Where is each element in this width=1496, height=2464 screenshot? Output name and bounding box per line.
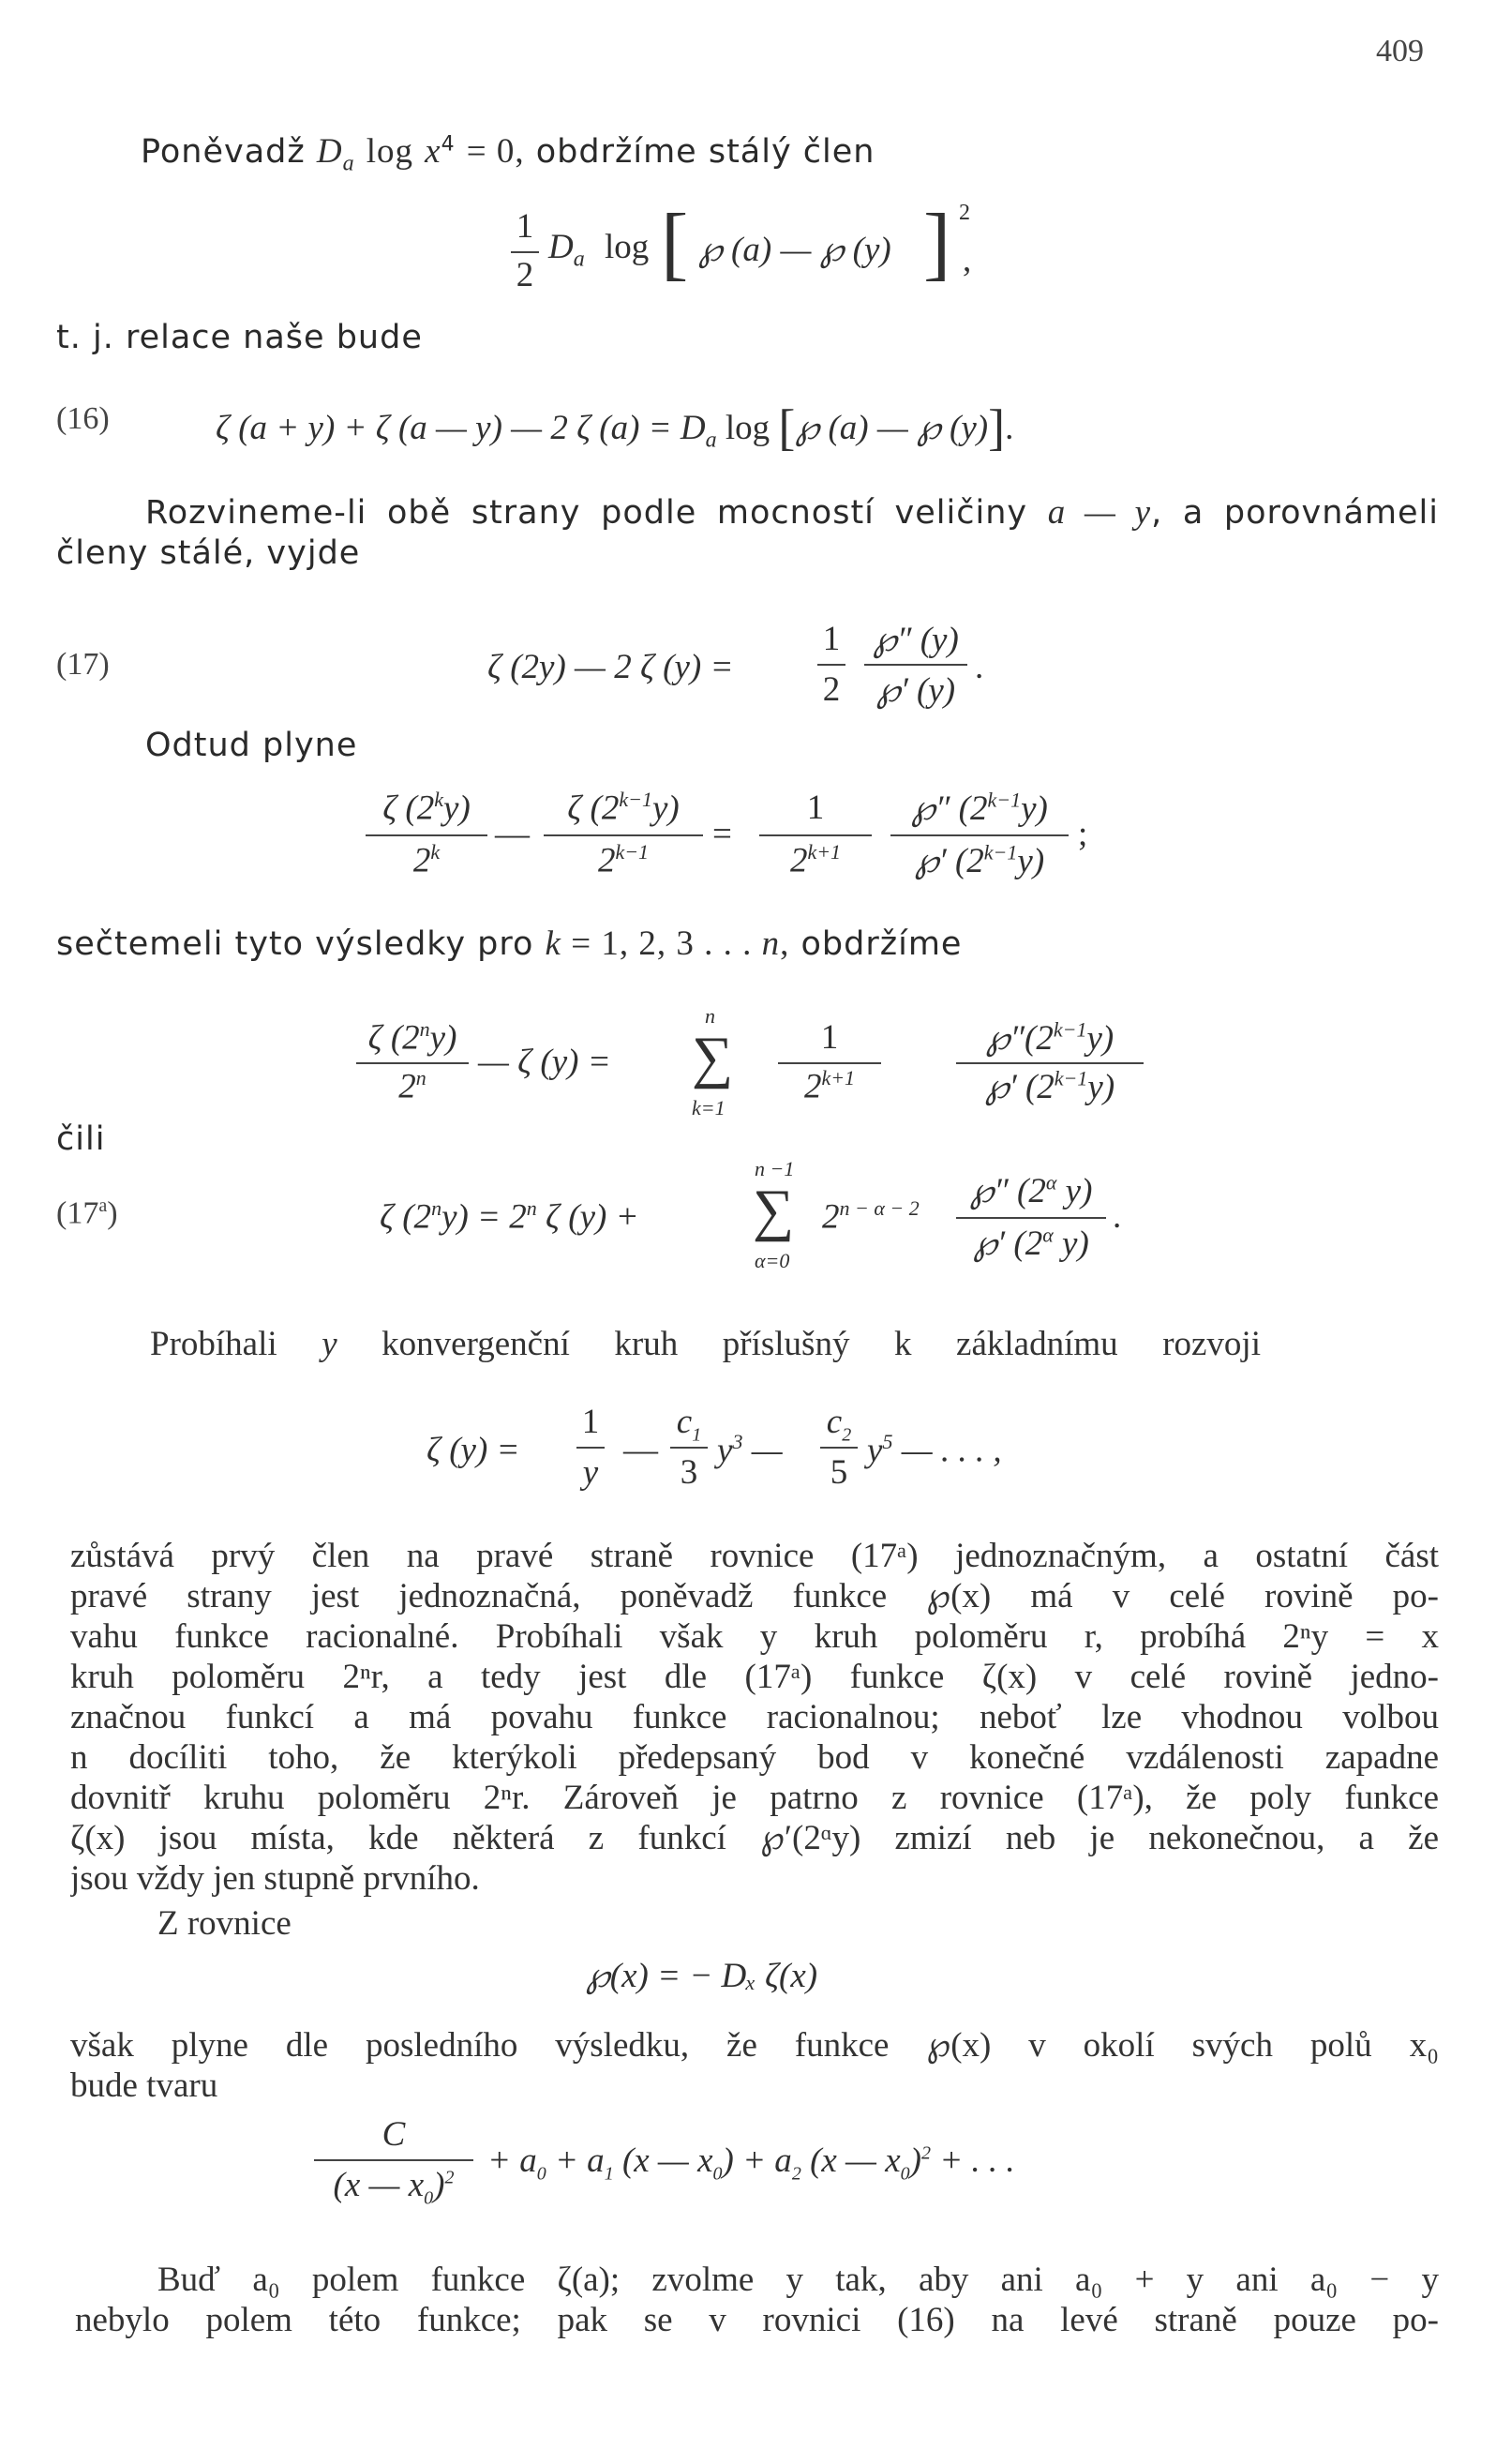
text-line-4: Odtud plyne <box>145 727 358 764</box>
paragraph-1-line: n docíliti toho, že kterýkoli předepsaný bod v konečné vzdálenosti zapadne <box>70 1738 1439 1777</box>
text-line-5: sečtemeli tyto výsledky pro k = 1, 2, 3 . . . n, obdržíme <box>56 924 963 963</box>
paragraph-1 <box>70 1536 1439 1899</box>
equation-17-label: (17) <box>56 647 110 682</box>
equation-17a-label: (17$^a$) <box>56 1195 118 1231</box>
text-line-2: t. j. relace naše bude <box>56 319 423 356</box>
equation-sum: ζ (2$^n$y) 2$^n$ — ζ (y) = n ∑ k=1 1 $2^{k+1}$ $℘''(2^{k-1}y)$ ℘′ $(2^{k-1}y)$ <box>356 1008 1181 1130</box>
paragraph-3-line: nebylo polem této funkce; pak se v rovnici (16) na levé straně pouze po- <box>75 2301 1439 2339</box>
equation-laurent: C (x — $x_0)^2$ + $a_0 + a_1$ (x — $x_0) + a_2$ (x — $x_0)^2$ + . . . <box>314 2114 1242 2217</box>
equation-17a: ζ $(2^ny) = 2^n$ ζ (y) + n −1 ∑ α=0 $2^{n - \alpha - 2}$ ℘″ ($2^\alpha$ y) ℘′ ($2^\alpha$ y) . <box>380 1157 1122 1272</box>
paragraph-3 <box>75 2260 1439 2340</box>
paragraph-2-line: bude tvaru <box>70 2066 218 2105</box>
paragraph-1-line: zůstává prvý člen na pravé straně rovnice (17ᵃ) jednoznačným, a ostatní část <box>70 1537 1439 1575</box>
equation-17: ζ (2y) — 2 ζ (y) = 1 2 ℘″ (y) ℘′ (y) . <box>487 620 984 710</box>
paragraph-2 <box>70 2025 1439 2106</box>
equation-difference: ζ (2$^k$y) 2$^k$ — ζ $(2^{k-1}y)$ $2^{k-1}$ = 1 $2^{k+1}$ ℘″ $(2^{k-1}y)$ ℘′ $(2^{k-1}y)$ ; <box>366 788 1115 891</box>
equation-16-label: (16) <box>56 401 110 436</box>
paragraph-1-line: dovnitř kruhu poloměru 2ⁿr. Zároveň je patrno z rovnice (17ᵃ), že poly funkce <box>70 1779 1439 1817</box>
equation-series: ζ (y) = 1 y — $c_1$ 3 $y^3$ — $c_2$ 5 $y^5$ — . . . , <box>426 1403 1002 1492</box>
paragraph-1-line: vahu funkce racionalné. Probíhali však y kruh poloměru r, probíhá 2ⁿy = x <box>70 1617 1439 1656</box>
equation-16: ζ (a + y) + ζ (a — y) — 2 ζ $(a) = D_a$ log [℘ (a) — ℘ (y)]. <box>216 399 1014 456</box>
paragraph-1-line: jsou vždy jen stupně prvního. <box>70 1859 480 1898</box>
text-cili: čili <box>56 1120 106 1158</box>
equation-constant-term: 1 2 $D_a$ log [ ℘ (a) — ℘ (y) ] 2 , <box>511 206 1017 309</box>
text-line-1: Poněvadž $D_a$ $\log x^4 = 0$, obdržíme stálý člen <box>141 132 875 176</box>
text-line-3a: Rozvineme-li obě strany podle mocností veličiny a — y, a porovnámeli <box>145 493 1439 532</box>
paragraph-1-line: značnou funkcí a má povahu funkce racionalnou; neboť lze vhodnou volbou <box>70 1698 1439 1736</box>
paragraph-1-line: ζ(x) jsou místa, kde některá z funkcí ℘′(2ᵅy) zmizí neb je nekonečnou, a že <box>70 1819 1439 1857</box>
text-line-6: Probíhali y konvergenční kruh příslušný k základnímu rozvoji <box>150 1325 1261 1363</box>
text-line-3b: členy stálé, vyjde <box>56 534 361 572</box>
paragraph-2-line: však plyne dle posledního výsledku, že funkce ℘(x) v okolí svých polů x₀ <box>70 2026 1439 2065</box>
text-line-7: Z rovnice <box>157 1904 292 1943</box>
paragraph-3-line: Buď a₀ polem funkce ζ(a); zvolme y tak, aby ani a₀ + y ani a₀ − y <box>157 2261 1439 2299</box>
paragraph-1-line: pravé strany jest jednoznačná, poněvadž funkce ℘(x) má v celé rovině po- <box>70 1577 1439 1615</box>
paragraph-1-line: kruh poloměru 2ⁿr, a tedy jest dle (17ᵃ) funkce ζ(x) v celé rovině jedno- <box>70 1658 1439 1696</box>
page-number: 409 <box>1376 34 1424 68</box>
equation-wp: ℘(x) = − Dₓ ζ(x) <box>586 1957 818 1995</box>
